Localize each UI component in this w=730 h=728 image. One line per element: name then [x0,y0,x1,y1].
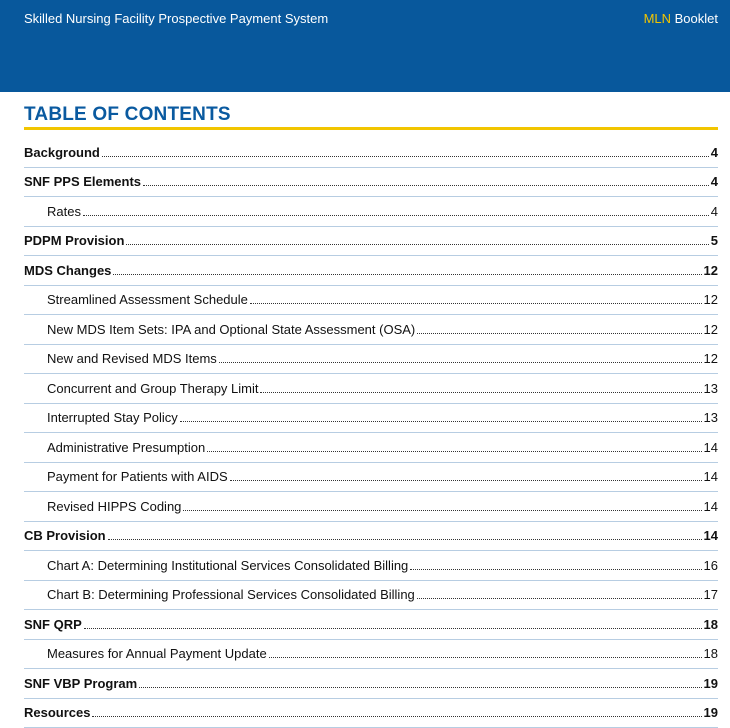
toc-entry-label: Payment for Patients with AIDS [47,469,228,484]
toc-subsection-link[interactable] [24,197,718,227]
toc-entry-label: Concurrent and Group Therapy Limit [47,381,258,396]
toc-page-number: 12 [704,263,718,278]
toc-entry-label: Measures for Annual Payment Update [47,646,267,661]
dot-leader [139,687,701,688]
toc-section-link[interactable] [24,227,718,257]
toc-entry-label: Revised HIPPS Coding [47,499,181,514]
mln-label: MLN [644,11,671,26]
dot-leader [230,480,702,481]
toc-entry-label: Chart B: Determining Professional Services Consolidated Billing [47,587,415,602]
toc-section-link[interactable] [24,168,718,198]
toc-subsection-link[interactable] [24,581,718,611]
dot-leader [250,303,702,304]
dot-leader [126,244,708,245]
toc-subsection-link[interactable] [24,315,718,345]
dot-leader [108,539,702,540]
toc-entry-label: Administrative Presumption [47,440,205,455]
toc-page-number: 4 [711,174,718,189]
dot-leader [102,156,709,157]
toc-page-number: 18 [704,617,718,632]
toc-page-number: 12 [704,322,718,337]
toc-page-number: 17 [704,587,718,602]
toc-page-number: 14 [704,528,718,543]
toc-divider [24,127,718,130]
toc-section-link[interactable] [24,669,718,699]
dot-leader [183,510,701,511]
dot-leader [207,451,701,452]
toc-page-number: 19 [704,705,718,720]
dot-leader [84,628,702,629]
toc-subsection-link[interactable] [24,640,718,670]
toc-entry-label: MDS Changes [24,263,111,278]
toc-heading: TABLE OF CONTENTS [24,104,231,126]
toc-subsection-link[interactable] [24,551,718,581]
toc-page-number: 14 [704,499,718,514]
dot-leader [83,215,709,216]
toc-entry-label: New and Revised MDS Items [47,351,217,366]
toc-entry-label: Chart A: Determining Institutional Services Consolidated Billing [47,558,408,573]
toc-subsection-link[interactable] [24,492,718,522]
toc-page-number: 14 [704,440,718,455]
dot-leader [113,274,701,275]
toc-page-number: 19 [704,676,718,691]
toc-page-number: 4 [711,204,718,219]
toc-entry-label: Interrupted Stay Policy [47,410,178,425]
toc-entry-label: Resources [24,705,90,720]
dot-leader [417,598,702,599]
toc-page-number: 5 [711,233,718,248]
dot-leader [260,392,701,393]
toc-entry-label: Rates [47,204,81,219]
toc-list [24,138,718,728]
dot-leader [219,362,702,363]
toc-page-number: 12 [704,351,718,366]
toc-page-number: 13 [704,410,718,425]
toc-section-link[interactable] [24,699,718,728]
toc-section-link[interactable] [24,610,718,640]
booklet-label: Booklet [671,11,718,26]
toc-page-number: 18 [704,646,718,661]
toc-page-number: 4 [711,145,718,160]
document-title: Skilled Nursing Facility Prospective Payment System [24,11,328,26]
toc-page-number: 16 [704,558,718,573]
toc-entry-label: Background [24,145,100,160]
toc-subsection-link[interactable] [24,345,718,375]
toc-entry-label: PDPM Provision [24,233,124,248]
toc-entry-label: SNF QRP [24,617,82,632]
dot-leader [417,333,701,334]
toc-section-link[interactable] [24,522,718,552]
toc-subsection-link[interactable] [24,404,718,434]
toc-subsection-link[interactable] [24,463,718,493]
toc-page-number: 13 [704,381,718,396]
toc-entry-label: SNF PPS Elements [24,174,141,189]
toc-entry-label: New MDS Item Sets: IPA and Optional State Assessment (OSA) [47,322,415,337]
dot-leader [269,657,702,658]
dot-leader [92,716,701,717]
dot-leader [180,421,702,422]
toc-page-number: 12 [704,292,718,307]
toc-entry-label: Streamlined Assessment Schedule [47,292,248,307]
toc-section-link[interactable] [24,138,718,168]
toc-entry-label: CB Provision [24,528,106,543]
toc-section-link[interactable] [24,256,718,286]
toc-page-number: 14 [704,469,718,484]
dot-leader [143,185,709,186]
dot-leader [410,569,701,570]
toc-subsection-link[interactable] [24,374,718,404]
booklet-badge [644,11,718,26]
toc-subsection-link[interactable] [24,286,718,316]
page-header [0,0,730,92]
toc-entry-label: SNF VBP Program [24,676,137,691]
toc-subsection-link[interactable] [24,433,718,463]
